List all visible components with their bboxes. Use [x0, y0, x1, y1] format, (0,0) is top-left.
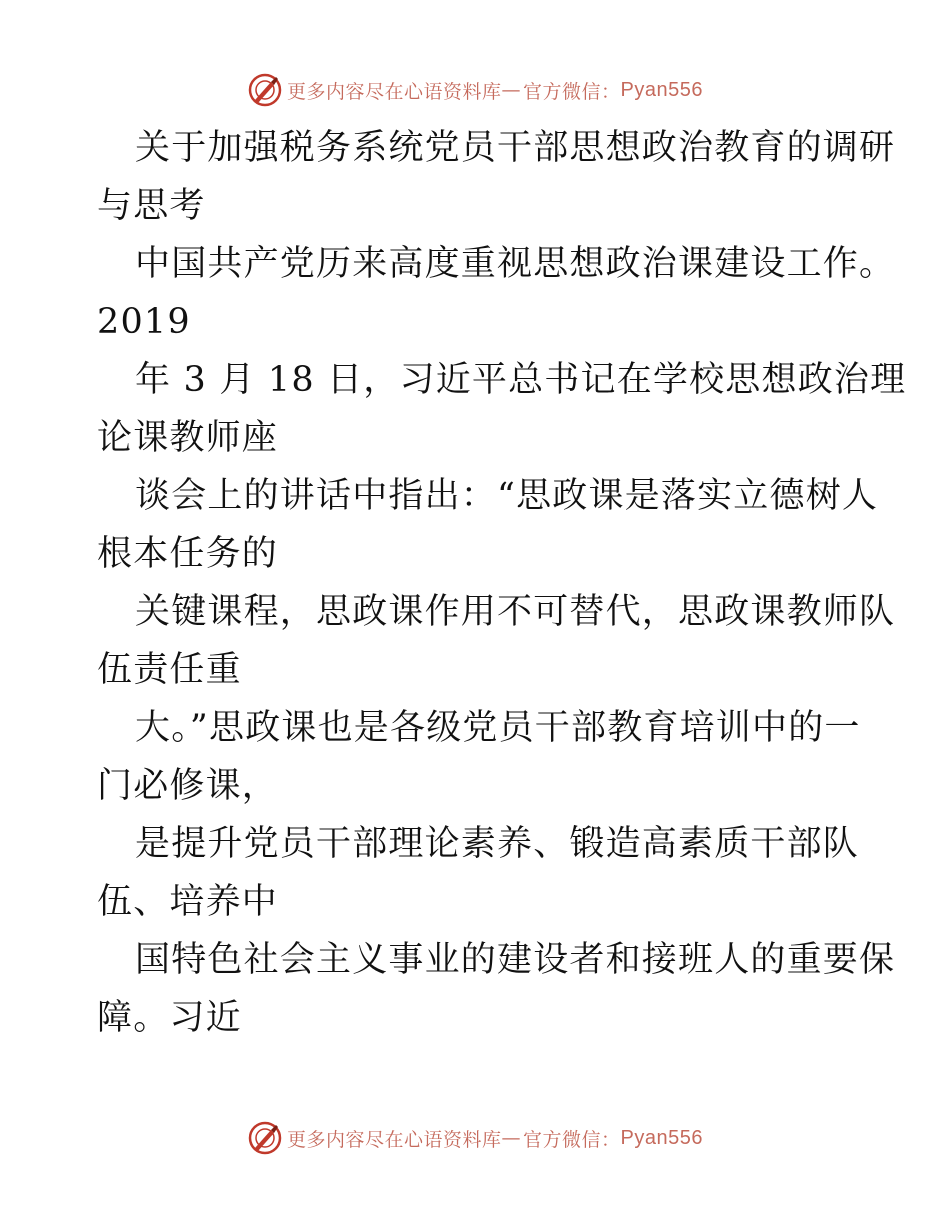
paragraph-line: 是提升党员干部理论素养、锻造高素质干部队 — [135, 824, 860, 864]
paragraph-line: 伍责任重 — [97, 650, 242, 690]
watermark-title: 更多内容尽在心语资料库 — [287, 1128, 502, 1151]
paragraph-line: 伍、培养中 — [97, 882, 279, 922]
paragraph-line: 论课教师座 — [97, 418, 279, 458]
paragraph-line: 谈会上的讲话中指出：“思政课是落实立德树人 — [135, 476, 879, 516]
paragraph-line: 关键课程，思政课作用不可替代，思政课教师队 — [135, 592, 896, 632]
pen-logo-icon — [247, 1120, 283, 1156]
watermark-separator: — — [501, 1127, 522, 1149]
paragraph-line: 根本任务的 — [97, 534, 279, 574]
watermark-wechat-label: 官方微信： — [523, 1128, 621, 1151]
paragraph-line: 大。”思政课也是各级党员干部教育培训中的一 — [135, 708, 861, 748]
paragraph-line: 门必修课， — [97, 766, 279, 806]
watermark-title: 更多内容尽在心语资料库 — [287, 80, 502, 103]
doc-title-line-1: 关于加强税务系统党员干部思想政治教育的调研 — [135, 128, 896, 168]
watermark-separator: — — [501, 79, 522, 101]
footer-watermark — [0, 1118, 950, 1158]
paragraph-line: 障。习近 — [97, 998, 242, 1038]
pen-logo-icon — [247, 72, 283, 108]
header-watermark — [0, 70, 950, 110]
paragraph-line: 国特色社会主义事业的建设者和接班人的重要保 — [135, 940, 896, 980]
doc-title-line-2: 与思考 — [97, 186, 206, 226]
watermark-wechat-id: Pyan556 — [620, 78, 703, 101]
watermark-wechat-id: Pyan556 — [620, 1126, 703, 1149]
paragraph-line: 中国共产党历来高度重视思想政治课建设工作。 — [135, 244, 896, 284]
paragraph-line: 年 3 月 18 日，习近平总书记在学校思想政治理 — [135, 360, 907, 400]
watermark-wechat-label: 官方微信： — [523, 80, 621, 103]
paragraph-line: 2019 — [97, 302, 191, 342]
